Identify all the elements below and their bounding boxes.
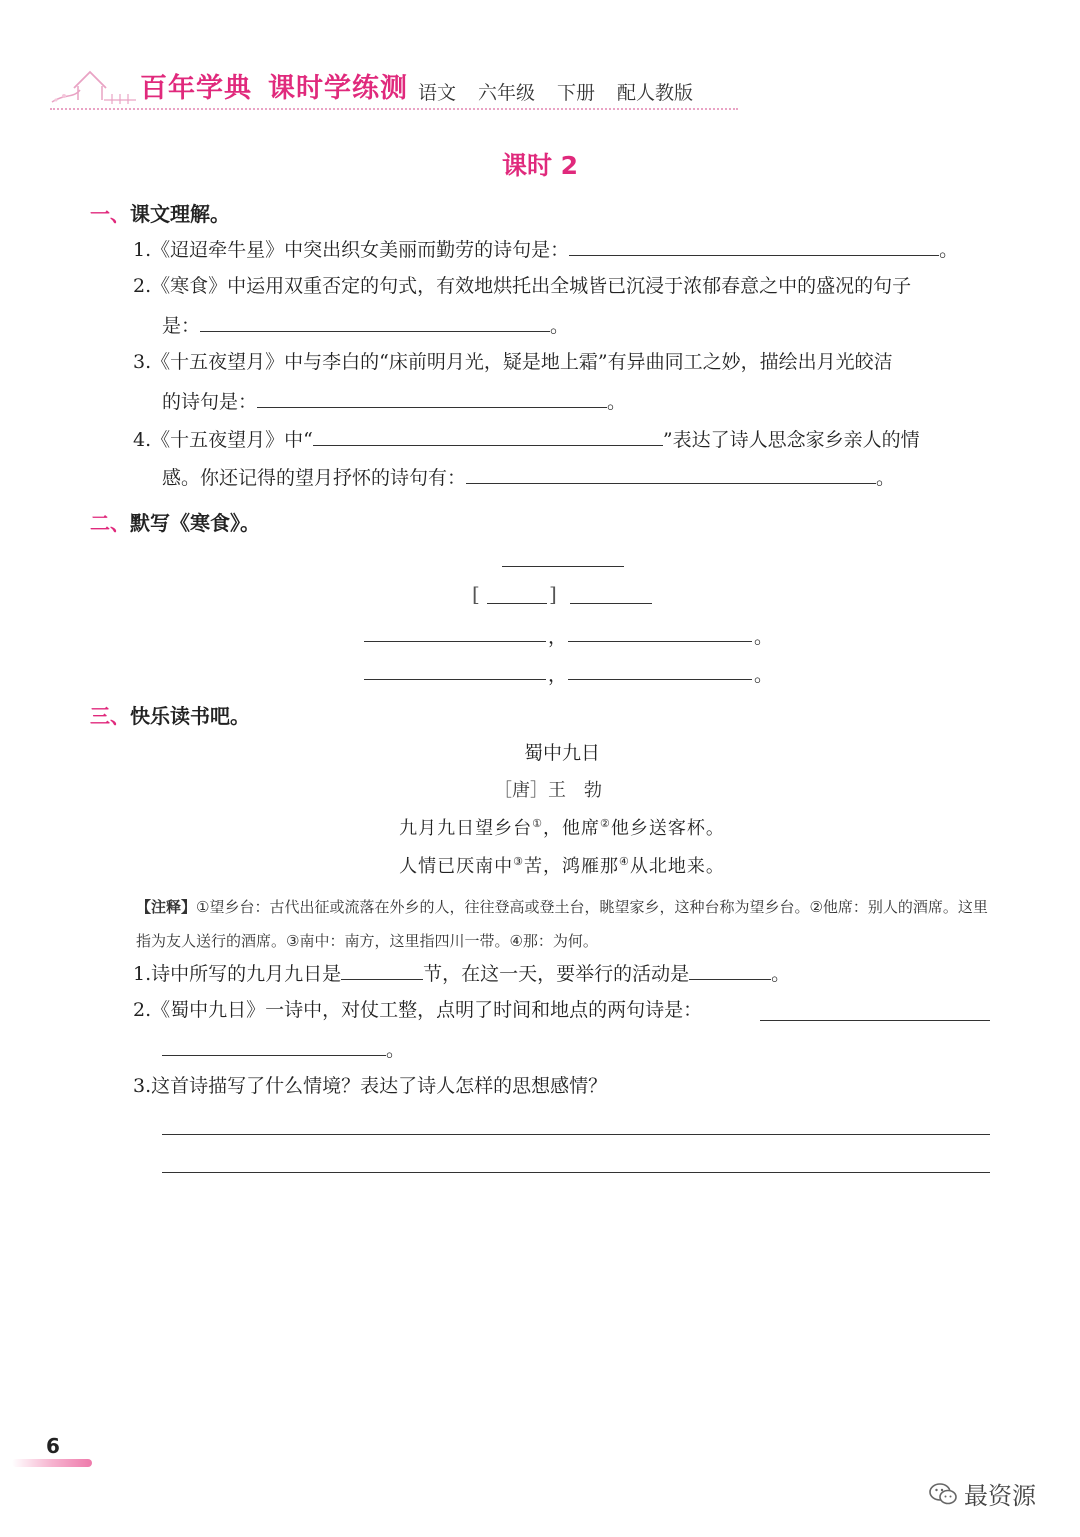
s1-question-2: 2.《寒食》中运用双重否定的句式，有效地烘托出全城皆已沉浸于浓郁春意之中的盛况的句子 xyxy=(133,275,912,297)
section-3-title: 快乐读书吧。 xyxy=(130,704,250,728)
answer-blank[interactable] xyxy=(162,1036,386,1056)
answer-line[interactable] xyxy=(162,1134,990,1135)
meta-subject: 语文 xyxy=(418,82,457,104)
s3-question-2-cont: 。 xyxy=(162,1036,405,1062)
meta-edition: 配人教版 xyxy=(617,82,694,104)
period: 。 xyxy=(754,664,774,686)
notes-text: ①望乡台：古代出征或流落在外乡的人，往往登高或登土台，眺望家乡，这种台称为望乡台。②他席：别人的酒席。这里指为友人送行的酒席。③南中：南方，这里指四川一带。④那：为何。 xyxy=(136,898,988,950)
author-blank[interactable] xyxy=(570,603,652,604)
poem-line-3-blank[interactable] xyxy=(364,679,546,680)
lesson-title: 课时 2 xyxy=(501,151,579,180)
section-2-heading xyxy=(90,507,260,536)
watermark-text: 最资源 xyxy=(964,1482,1036,1510)
poem-line-1-blank[interactable] xyxy=(364,641,546,642)
answer-blank[interactable] xyxy=(569,236,939,256)
answer-blank[interactable] xyxy=(313,426,663,446)
poem-line-2: 人情已厌南中③苦，鸿雁那④从北地来。 xyxy=(399,855,725,877)
poem-author: ［唐］王 勃 xyxy=(494,780,602,801)
answer-blank[interactable] xyxy=(341,960,423,980)
poem-title-blank[interactable] xyxy=(502,566,624,567)
section-1-number: 一、 xyxy=(90,202,130,226)
section-3-number: 三、 xyxy=(90,704,130,728)
s1-question-2-cont: 是： 。 xyxy=(162,312,569,338)
s1-question-4-cont: 感。你还记得的望月抒怀的诗句有： 。 xyxy=(162,464,895,490)
bracket-open: [ xyxy=(472,582,480,606)
poem-line-1: 九月九日望乡台①，他席②他乡送客杯。 xyxy=(399,817,725,839)
answer-blank[interactable] xyxy=(200,312,550,332)
s3-question-3: 3.这首诗描写了什么情境？表达了诗人怎样的思想感情？ xyxy=(133,1075,608,1097)
bracket-close: ] xyxy=(549,582,557,606)
section-2-number: 二、 xyxy=(90,511,130,535)
comma: ， xyxy=(548,664,568,686)
answer-blank[interactable] xyxy=(689,960,771,980)
notes-label: 【注释】 xyxy=(136,898,197,916)
header-decoration-icon xyxy=(44,64,139,112)
s3-question-1: 1.诗中所写的九月九日是 节，在这一天，要举行的活动是 。 xyxy=(133,960,790,986)
section-1-heading xyxy=(90,198,230,227)
brand-title xyxy=(140,66,408,105)
dynasty-blank[interactable] xyxy=(487,603,547,604)
poem-line-4-blank[interactable] xyxy=(568,679,752,680)
answer-blank[interactable] xyxy=(760,1020,990,1021)
poem-notes xyxy=(136,890,992,958)
s1-question-1: 1.《迢迢牵牛星》中突出织女美丽而勤劳的诗句是： 。 xyxy=(133,236,958,262)
answer-blank[interactable] xyxy=(257,388,607,408)
s1-question-3: 3.《十五夜望月》中与李白的“床前明月光，疑是地上霜”有异曲同工之妙，描绘出月光皎洁 xyxy=(133,351,893,373)
answer-line[interactable] xyxy=(162,1172,990,1173)
header-divider xyxy=(50,108,738,110)
poem-line-2-blank[interactable] xyxy=(568,641,752,642)
s1-question-3-cont: 的诗句是： 。 xyxy=(162,388,626,414)
page-number: 6 xyxy=(46,1434,60,1458)
wechat-icon xyxy=(928,1481,958,1513)
section-1-title: 课文理解。 xyxy=(130,202,230,226)
watermark xyxy=(928,1476,1036,1513)
period: 。 xyxy=(754,626,774,648)
section-3-heading xyxy=(90,700,250,729)
comma: ， xyxy=(548,626,568,648)
header-meta xyxy=(418,78,715,105)
meta-volume: 下册 xyxy=(557,82,596,104)
brand-series: 课时学练测 xyxy=(268,73,408,104)
meta-grade: 六年级 xyxy=(478,82,536,104)
answer-blank[interactable] xyxy=(466,464,876,484)
section-2-title: 默写《寒食》。 xyxy=(130,511,260,535)
brand-name: 百年学典 xyxy=(140,73,252,104)
s1-question-4: 4.《十五夜望月》中“ ”表达了诗人思念家乡亲人的情 xyxy=(133,426,920,452)
s3-question-2: 2.《蜀中九日》一诗中，对仗工整，点明了时间和地点的两句诗是： xyxy=(133,999,703,1021)
page-bar xyxy=(12,1459,92,1467)
poem-title: 蜀中九日 xyxy=(523,742,600,764)
